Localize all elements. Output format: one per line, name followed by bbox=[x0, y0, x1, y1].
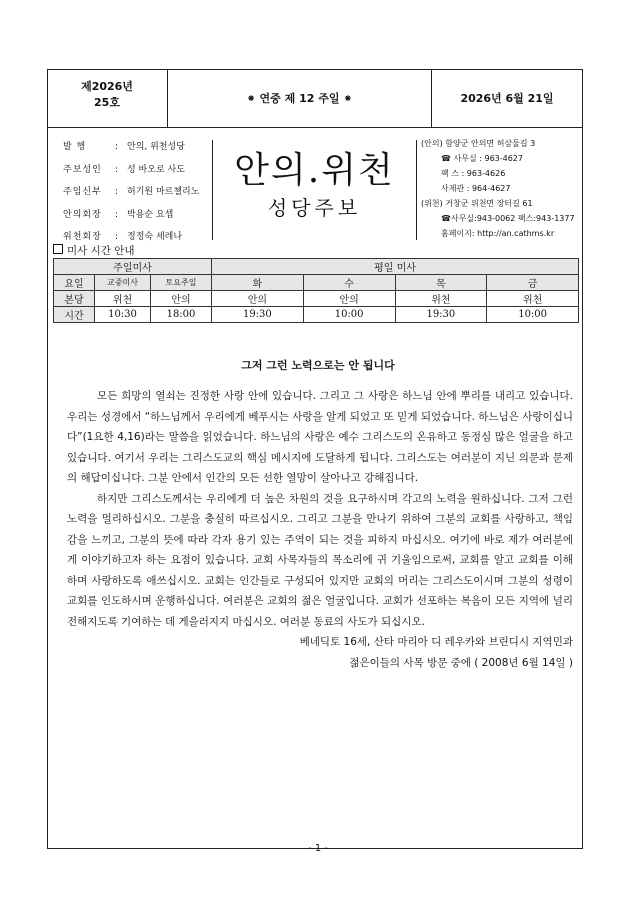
row-label: 시간 bbox=[54, 307, 95, 323]
article-source: 베네딕토 16세, 산타 마리아 디 레우카와 브린디시 지역민과 bbox=[299, 636, 573, 648]
anui-fax: 팩 스 : 963-4626 bbox=[441, 169, 506, 178]
bulletin-header bbox=[47, 69, 583, 128]
parish-cell: 안의 bbox=[151, 291, 212, 307]
time-cell: 19:30 bbox=[212, 307, 304, 323]
day-cell: 목 bbox=[395, 275, 487, 291]
table-row bbox=[54, 307, 579, 323]
masthead bbox=[212, 140, 417, 240]
page-number: - 1 - bbox=[308, 843, 328, 854]
article-body bbox=[67, 386, 573, 673]
staff-row: 위천회장 : 정정숙 세레나 bbox=[63, 226, 199, 249]
staff-value: 정정숙 세레나 bbox=[127, 232, 183, 242]
bulletin-title: 안의.위천 bbox=[234, 150, 395, 191]
article-paragraph: 하지만 그리스도께서는 우리에게 더 높은 차원의 것을 요구하시며 각고의 노력을 원하십니다. 그저 그런 노력을 멀리하십시오. 그분을 충실히 따르십시오. 그리고 그분을 만나기 위하여 그분의 교회를 사랑하고, 책임감을 느끼고, 그분의 뜻에 따라 각자 용기 있는 주역이 되는 것을 피하지 마십시오. 여기에 바로 제가 여러분에게 이야기하고자 하는 요점이 있습니다. 교회 사목자들의 목소리에 귀 기울임으로써, 교회를 알고 교회를 이해하며 사랑하도록 애쓰십시오. 교회는 인간들로 구성되어 있지만 교회의 머리는 그리스도이시며 그분의 성령이 교회를 인도하시며 운행하십니다. 여러분은 교회의 젊은 얼굴입니다. 교회가 선포하는 복음이 모든 지역에 널리 전해지도록 기여하는 데 게을러지지 마십시오. 여러분 동료의 사도가 되십시오. bbox=[67, 492, 573, 628]
parish-cell: 안의 bbox=[303, 291, 395, 307]
day-cell: 토요주일 bbox=[151, 275, 212, 291]
staff-value: 성 바오로 사도 bbox=[127, 164, 185, 175]
staff-label: 주임신부 bbox=[63, 187, 102, 197]
parish-cell: 위천 bbox=[395, 291, 487, 307]
wicheon-address: (위천) 거창군 위천면 장터길 61 bbox=[421, 199, 533, 208]
staff-value: 박용순 요셉 bbox=[127, 209, 174, 220]
staff-label: 주보성인 bbox=[63, 164, 102, 175]
time-cell: 10:00 bbox=[487, 307, 579, 323]
time-cell: 18:00 bbox=[151, 307, 212, 323]
anui-office-phone: ☎ 사무실 : 963-4627 bbox=[441, 154, 523, 163]
issue-year: 제2026년 bbox=[81, 80, 133, 93]
wicheon-phone: ☎사무실:943-0062 팩스:943-1377 bbox=[441, 214, 575, 223]
article-paragraph: 모든 희망의 열쇠는 진정한 사랑 안에 있습니다. 그리고 그 사랑은 하느님 안에 뿌리를 내리고 있습니다. 우리는 성경에서 “하느님께서 우리에게 베푸시는 사랑을 알게 되었고 또 믿게 되었습니다. 하느님은 사랑이십니다”(1요한 4,16)라는 말씀을 읽었습니다. 하느님의 사랑은 예수 그리스도의 온유하고 동정심 많은 얼굴을 하고 있습니다. 여기서 우리는 그리스도교의 핵심 메시지에 도달하게 됩니다. 그리스도는 여러분이 지닌 의문과 문제의 해답이십니다. 그분 안에서 인간의 모든 선한 열망이 살아나고 강해집니다. bbox=[67, 390, 573, 484]
day-cell: 수 bbox=[303, 275, 395, 291]
day-cell: 금 bbox=[487, 275, 579, 291]
day-cell: 교중미사 bbox=[95, 275, 151, 291]
issue-number bbox=[47, 69, 168, 128]
table-row bbox=[54, 275, 579, 291]
sunday-mass-header: 주일미사 bbox=[54, 259, 212, 275]
parish-cell: 위천 bbox=[95, 291, 151, 307]
table-row bbox=[54, 291, 579, 307]
staff-row: 주보성인 : 성 바오로 사도 bbox=[63, 159, 199, 182]
time-cell: 10:00 bbox=[303, 307, 395, 323]
weekday-mass-header: 평일 미사 bbox=[212, 259, 579, 275]
row-label: 본당 bbox=[54, 291, 95, 307]
article-title: 그저 그런 노력으로는 안 됩니다 bbox=[241, 359, 395, 372]
liturgical-week: ⁕ 연중 제 12 주일 ⁕ bbox=[168, 69, 432, 128]
staff-value: 안의, 위천성당 bbox=[127, 142, 185, 152]
parish-cell: 안의 bbox=[212, 291, 304, 307]
staff-label: 발 행 bbox=[63, 142, 87, 152]
mass-schedule-heading bbox=[53, 243, 135, 258]
mass-heading-text: 미사 시간 안내 bbox=[67, 245, 135, 257]
parish-cell: 위천 bbox=[487, 291, 579, 307]
anui-rectory: 사제관 : 964-4627 bbox=[441, 184, 511, 193]
article-source-date: 젊은이들의 사목 방문 중에 ( 2008년 6월 14일 ) bbox=[349, 656, 573, 669]
time-cell: 10:30 bbox=[95, 307, 151, 323]
homepage-link[interactable]: 홈페이지: http://an.cathms.kr bbox=[441, 229, 555, 238]
bulletin-subtitle: 성당주보 bbox=[267, 196, 362, 220]
staff-row: 발 행 : 안의, 위천성당 bbox=[63, 136, 199, 159]
staff-label: 위천회장 bbox=[63, 232, 102, 242]
staff-row: 주임신부 : 허기원 마르첼리노 bbox=[63, 181, 199, 204]
table-row bbox=[54, 259, 579, 275]
checkbox-icon bbox=[53, 244, 63, 254]
bulletin-date: 2026년 6월 21일 bbox=[460, 92, 554, 105]
row-label: 요일 bbox=[54, 275, 95, 291]
issue-no: 25호 bbox=[94, 96, 120, 109]
staff-list bbox=[63, 136, 199, 249]
anui-address: (안의) 함양군 안의면 허삼둘길 3 bbox=[421, 139, 536, 148]
staff-value: 허기원 마르첼리노 bbox=[127, 187, 200, 197]
contact-info bbox=[421, 136, 586, 241]
staff-label: 안의회장 bbox=[63, 209, 102, 220]
time-cell: 19:30 bbox=[395, 307, 487, 323]
mass-schedule-table bbox=[53, 258, 579, 323]
day-cell: 화 bbox=[212, 275, 304, 291]
staff-row: 안의회장 : 박용순 요셉 bbox=[63, 204, 199, 227]
